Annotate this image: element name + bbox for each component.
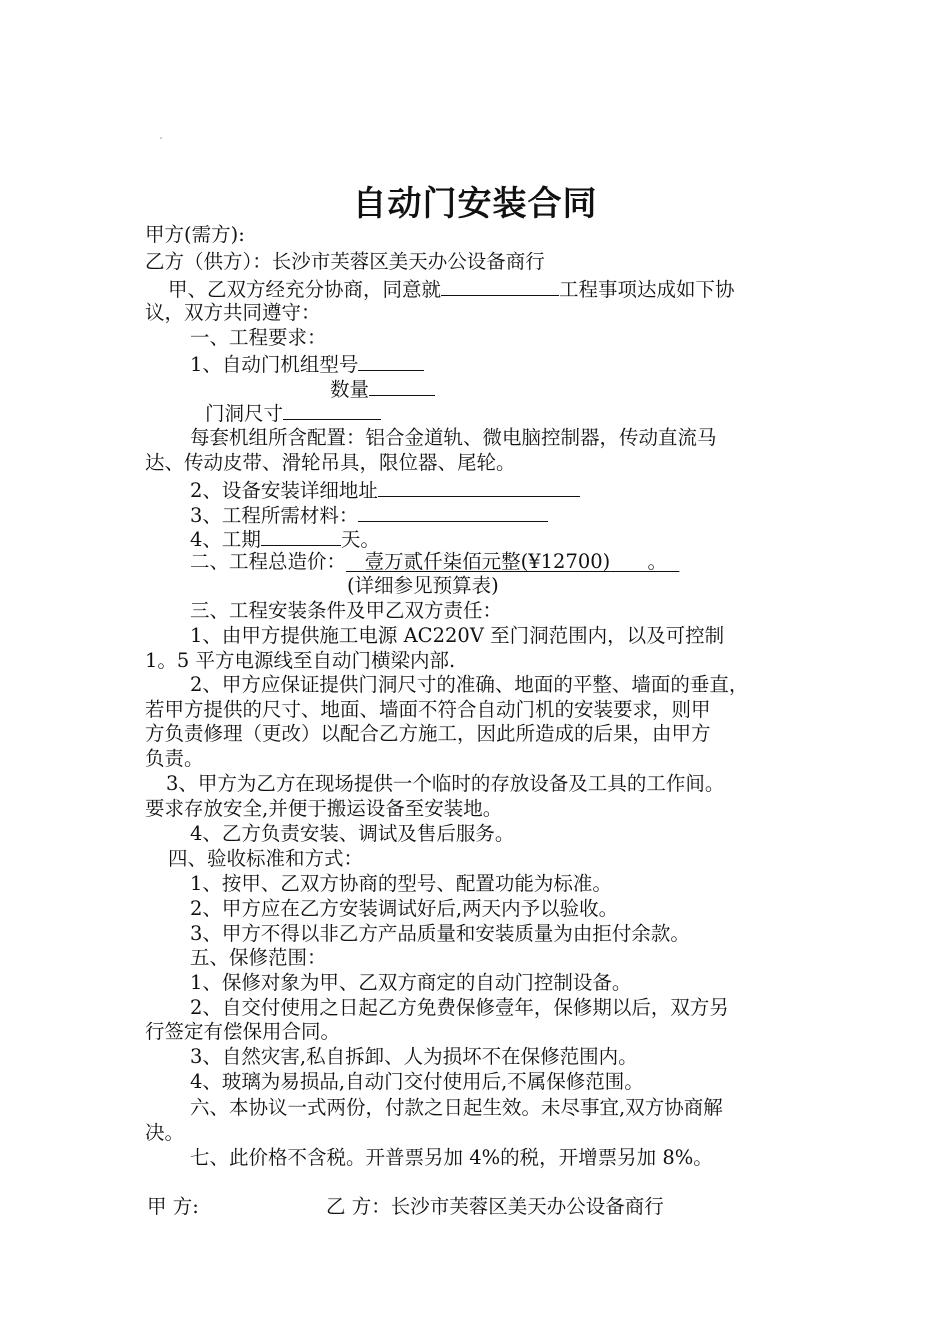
stray-mark (160, 137, 162, 139)
total-cost-line (190, 550, 679, 574)
s4-item3: 3、甲方不得以非乙方产品质量和安装质量为由拒付余款。 (190, 922, 690, 945)
materials-line (190, 502, 548, 528)
period-line (190, 526, 380, 552)
address-blank[interactable] (378, 477, 580, 497)
signature-party-a: 甲 方: (147, 1195, 199, 1218)
config-line-2: 达、传动皮带、滑轮吊具，限位器、尾轮。 (145, 451, 516, 474)
intro-line-2: 议，双方共同遵守： (145, 301, 321, 324)
address-label: 2、设备安装详细地址 (190, 479, 378, 502)
total-cost-label: 二、工程总造价： (190, 550, 347, 573)
period-label: 4、工期 (190, 528, 261, 551)
party-a-line: 甲方(需方): (145, 223, 245, 246)
section-1-heading: 一、工程要求： (190, 326, 327, 349)
total-cost-value: 壹万贰仟柒佰元整(¥12700) 。 (364, 550, 667, 573)
period-blank[interactable] (261, 526, 341, 546)
s3-item2-line1: 2、甲方应保证提供门洞尺寸的准确、地面的平整、墙面的垂直， (190, 673, 749, 696)
quantity-line (330, 376, 435, 402)
period-unit: 天。 (340, 528, 380, 551)
s5-item1: 1、保修对象为甲、乙双方商定的自动门控制设备。 (190, 971, 632, 994)
s5-item2-line1: 2、自交付使用之日起乙方免费保修壹年，保修期以后，双方另 (190, 996, 729, 1019)
model-line (190, 351, 424, 377)
model-label: 1、自动门机组型号 (190, 353, 359, 376)
door-size-line (205, 400, 381, 426)
s5-item3: 3、自然灾害,私自拆卸、人为损坏不在保修范围内。 (190, 1045, 638, 1068)
s3-item3-line1: 3、甲方为乙方在现场提供一个临时的存放设备及工具的工作间。 (166, 772, 725, 795)
s3-item1-line2: 1。5 平方电源线至自动门横梁内部. (145, 649, 456, 672)
section-6-line2: 决。 (145, 1121, 185, 1144)
s3-item1-line1: 1、由甲方提供施工电源 AC220V 至门洞范围内，以及可控制 (190, 624, 725, 647)
materials-blank[interactable] (358, 502, 548, 522)
intro-text-b: 工程事项达成如下协 (559, 278, 735, 301)
s3-item2-line2: 若甲方提供的尺寸、地面、墙面不符合自动门机的安装要求，则甲 (145, 698, 711, 721)
intro-line-1 (168, 276, 735, 302)
s4-item1: 1、按甲、乙双方协商的型号、配置功能为标准。 (190, 872, 612, 895)
model-blank[interactable] (358, 351, 424, 371)
config-line-1: 每套机组所含配置：铝合金道轨、微电脑控制器，传动直流马 (190, 426, 717, 449)
materials-label: 3、工程所需材料： (190, 504, 359, 527)
s4-item2: 2、甲方应在乙方安装调试好后,两天内予以验收。 (190, 897, 619, 920)
section-3-heading: 三、工程安装条件及甲乙双方责任： (190, 599, 503, 622)
document-title: 自动门安装合同 (352, 184, 598, 224)
section-4-heading: 四、验收标准和方式： (168, 847, 364, 870)
party-b-line: 乙方（供方）：长沙市芙蓉区美天办公设备商行 (145, 250, 545, 273)
s3-item2-line4: 负责。 (145, 747, 204, 770)
s5-item2-line2: 行签定有偿保用合同。 (145, 1020, 341, 1043)
door-size-blank[interactable] (283, 400, 381, 420)
s5-item4: 4、玻璃为易损品,自动门交付使用后,不属保修范围。 (190, 1070, 644, 1093)
door-size-label: 门洞尺寸 (205, 402, 284, 425)
quantity-blank[interactable] (369, 376, 435, 396)
budget-note: (详细参见预算表) (347, 574, 499, 597)
section-7: 七、此价格不含税。开普票另加 4%的税，开增票另加 8%。 (190, 1146, 713, 1169)
s3-item3-line2: 要求存放安全,并便于搬运设备至安装地。 (145, 797, 503, 820)
signature-party-b: 乙 方：长沙市芙蓉区美天办公设备商行 (326, 1195, 664, 1218)
address-line (190, 477, 580, 503)
section-6-line1: 六、本协议一式两份，付款之日起生效。未尽事宜,双方协商解 (190, 1096, 723, 1119)
project-name-blank[interactable] (441, 276, 559, 296)
intro-text-a: 甲、乙双方经充分协商，同意就 (168, 278, 442, 301)
section-5-heading: 五、保修范围： (190, 946, 327, 969)
s3-item2-line3: 方负责修理（更改）以配合乙方施工，因此所造成的后果，由甲方 (145, 722, 711, 745)
s3-item4: 4、乙方负责安装、调试及售后服务。 (190, 822, 515, 845)
quantity-label: 数量 (330, 378, 370, 401)
